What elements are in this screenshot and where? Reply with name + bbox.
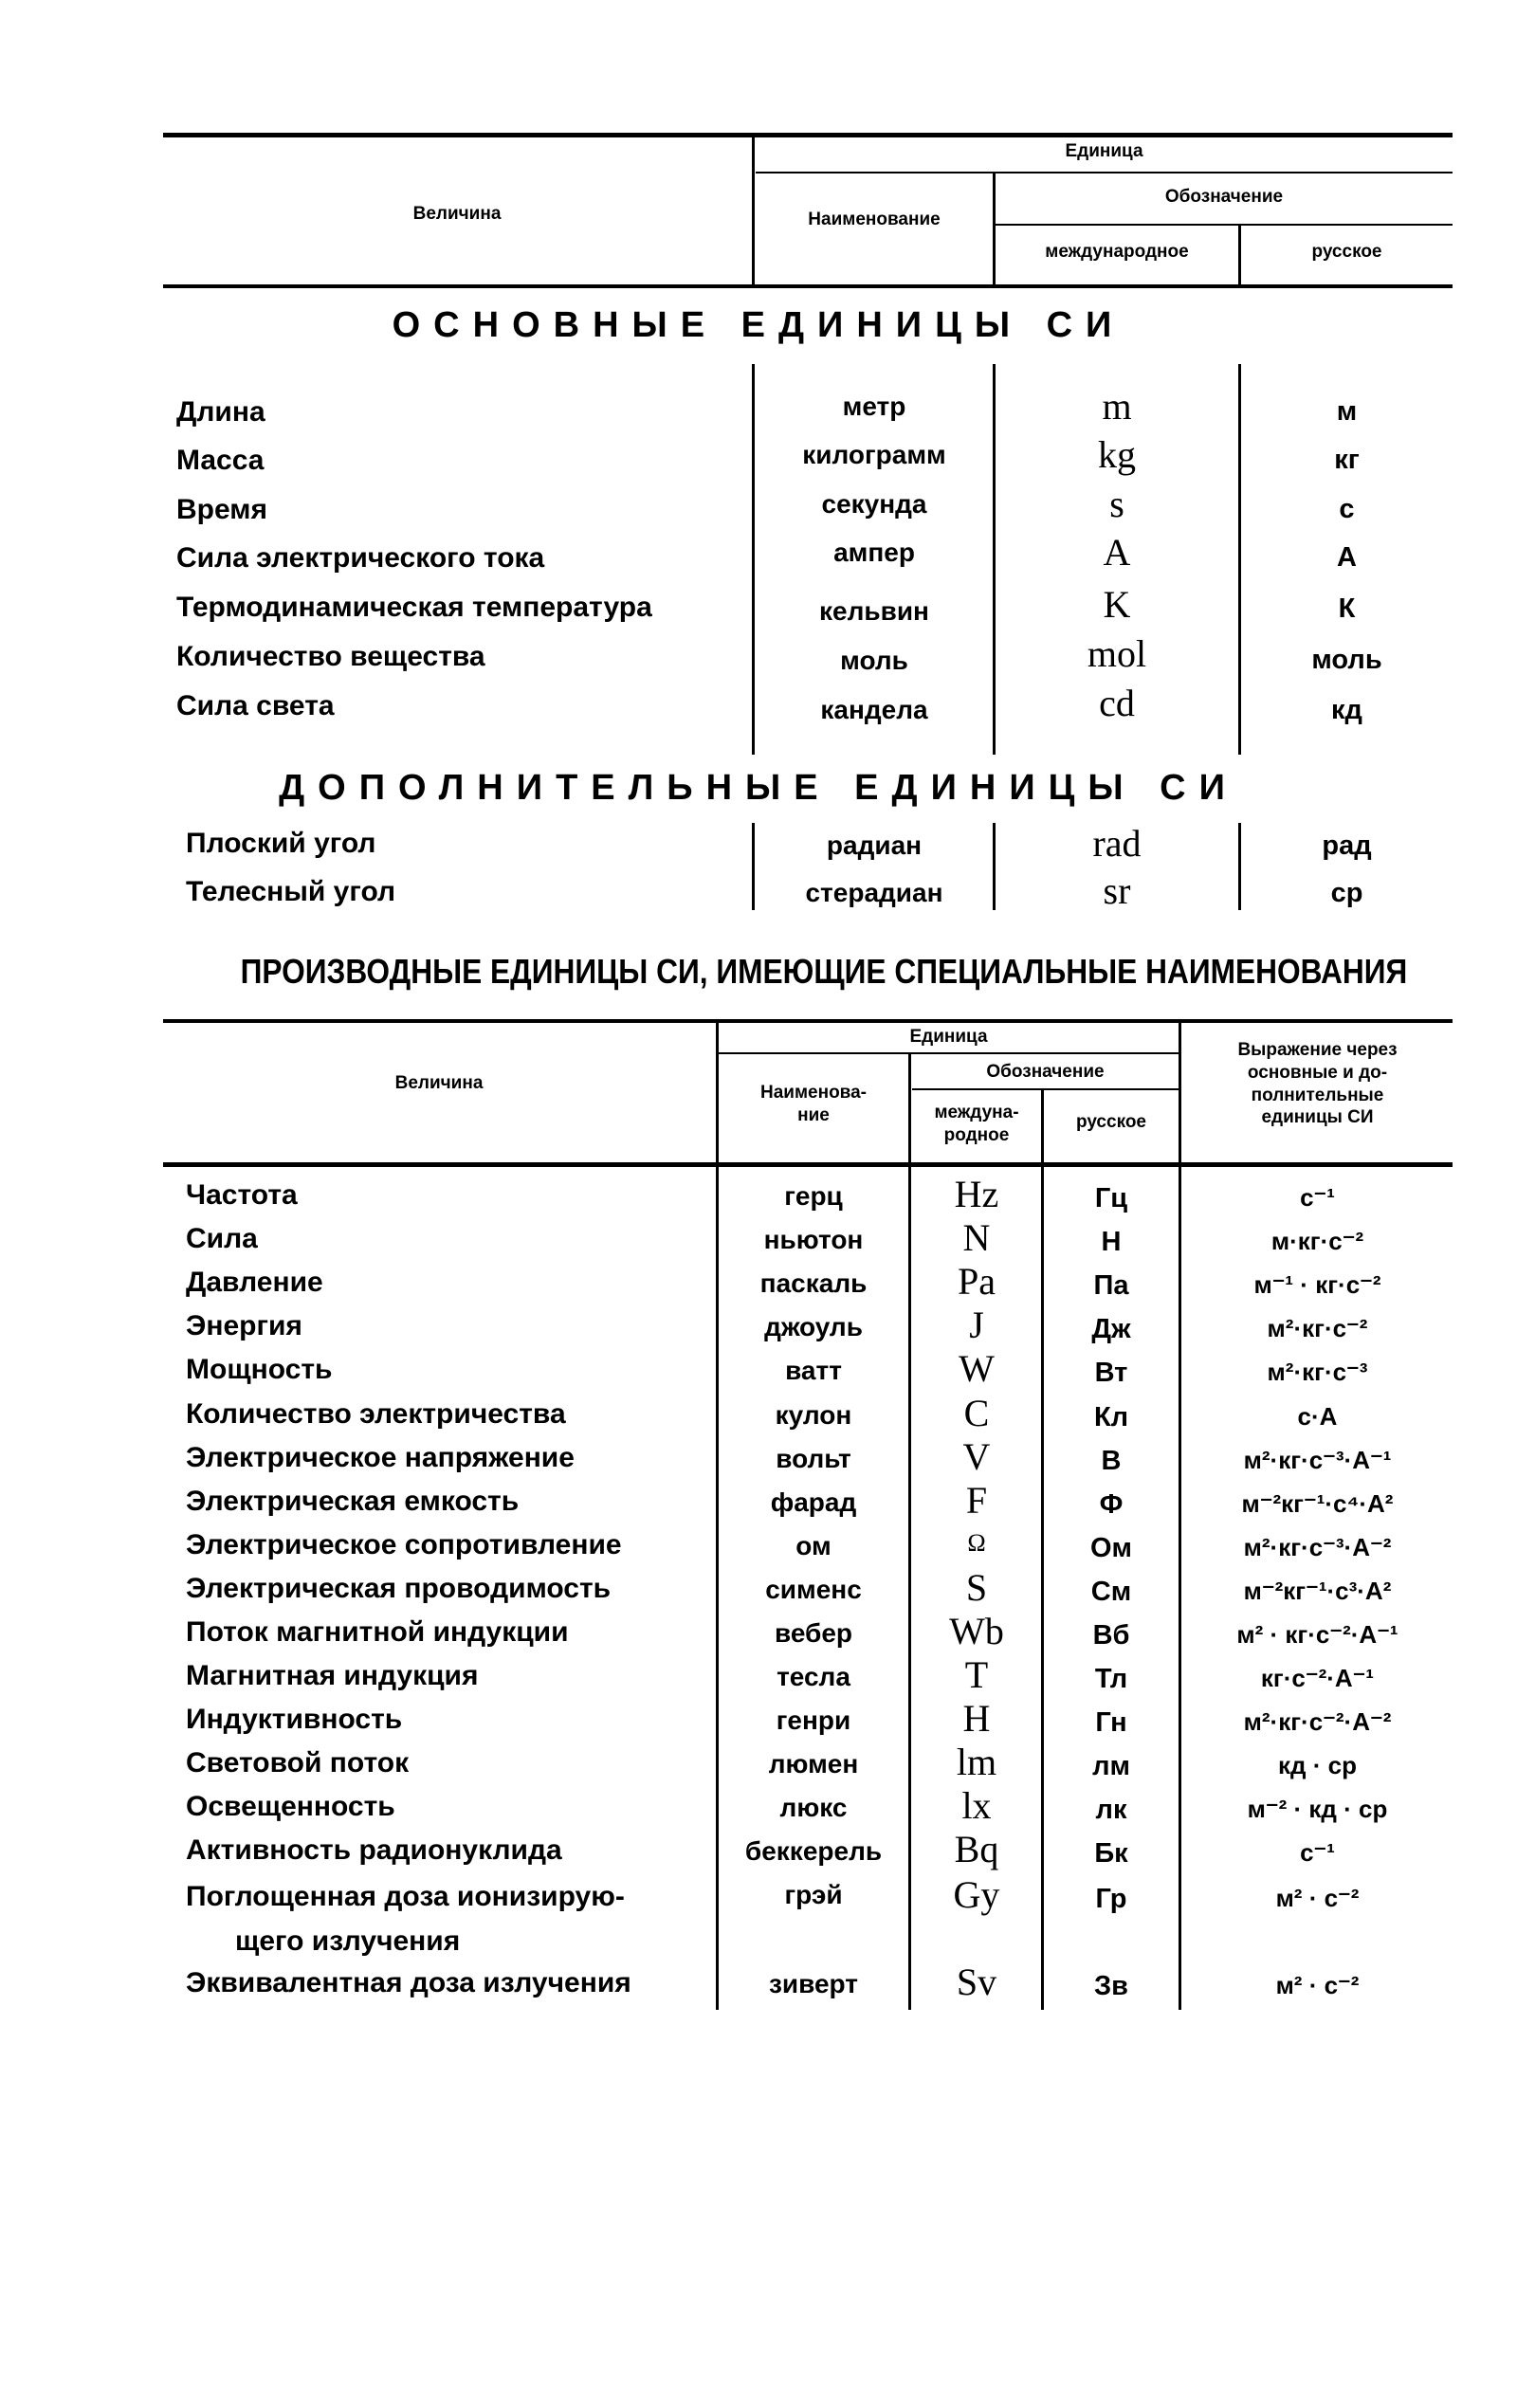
table2-expr-header-line: полнительные	[1251, 1085, 1384, 1105]
russian-symbol-cell: Гн	[1095, 1707, 1127, 1738]
table1-top-rule	[163, 133, 1453, 137]
intl-symbol-cell: A	[1103, 531, 1131, 574]
table2-international-header	[912, 1102, 1041, 1147]
intl-symbol-cell: Bq	[954, 1828, 999, 1870]
quantity-cell: Электрическая проводимость	[186, 1573, 612, 1604]
unit-name-cell: моль	[840, 646, 908, 675]
table1-name-header: Наименование	[808, 210, 941, 229]
quantity-cell: Длина	[176, 396, 265, 428]
unit-name-cell: кельвин	[819, 596, 929, 626]
column-divider	[1179, 1019, 1181, 2010]
table1-unit-rule	[756, 172, 1453, 173]
table1-designation-header: Обозначение	[1164, 187, 1284, 207]
unit-name-cell: люкс	[779, 1793, 848, 1822]
unit-name-cell: метр	[842, 392, 906, 421]
russian-symbol-cell: Тл	[1094, 1664, 1128, 1694]
expression-cell: м⁻²кг⁻¹·с⁴·А²	[1241, 1489, 1394, 1518]
quantity-cell: Электрическое напряжение	[186, 1442, 575, 1473]
column-divider	[752, 364, 755, 755]
quantity-cell: Масса	[176, 445, 265, 476]
unit-name-cell: стерадиан	[805, 878, 943, 907]
russian-symbol-cell: лм	[1092, 1751, 1130, 1781]
expression-cell: м² · с⁻²	[1275, 1971, 1360, 1999]
intl-symbol-cell: T	[964, 1653, 989, 1696]
quantity-cell: Поток магнитной индукции	[186, 1616, 569, 1648]
table1-header-bottom-rule	[163, 284, 1453, 288]
unit-name-cell: вольт	[776, 1444, 851, 1473]
unit-name-cell: сименс	[765, 1575, 862, 1604]
table1-designation-rule	[996, 224, 1453, 226]
russian-symbol-cell: кг	[1334, 445, 1360, 475]
russian-symbol-cell: кд	[1331, 695, 1362, 725]
intl-symbol-cell: rad	[1092, 822, 1142, 865]
intl-symbol-cell: N	[962, 1216, 991, 1259]
supplementary-units-section-title: ДОПОЛНИТЕЛЬНЫЕ ЕДИНИЦЫ СИ	[279, 768, 1238, 808]
quantity-cell: Световой поток	[186, 1747, 410, 1779]
table2-header-bottom-rule	[163, 1162, 1453, 1167]
intl-symbol-cell: mol	[1087, 632, 1147, 675]
russian-symbol-cell: ср	[1330, 878, 1363, 908]
unit-name-cell: радиан	[826, 830, 923, 860]
column-divider	[752, 823, 755, 910]
russian-symbol-cell: Ф	[1099, 1489, 1124, 1520]
table2-unit-header: Единица	[909, 1027, 988, 1047]
unit-name-cell: ом	[795, 1531, 832, 1560]
intl-symbol-cell: H	[962, 1697, 991, 1740]
intl-symbol-cell: lm	[956, 1741, 997, 1783]
table1-international-header: международное	[1045, 242, 1189, 262]
intl-symbol-cell: V	[962, 1435, 991, 1478]
intl-symbol-cell: Ω	[967, 1529, 986, 1557]
unit-name-cell: ньютон	[763, 1225, 864, 1254]
quantity-cell: Плоский угол	[186, 828, 376, 859]
quantity-cell: Индуктивность	[186, 1704, 403, 1735]
expression-cell: кд · ср	[1278, 1751, 1357, 1779]
intl-symbol-cell: Gy	[953, 1873, 1000, 1916]
russian-symbol-cell: Гр	[1095, 1884, 1127, 1914]
unit-name-cell: генри	[776, 1706, 851, 1735]
russian-symbol-cell: Зв	[1094, 1971, 1128, 2001]
quantity-cell: Активность радионуклида	[186, 1834, 562, 1866]
quantity-line: Поглощенная доза ионизирую-	[186, 1881, 625, 1912]
russian-symbol-cell: с	[1339, 494, 1355, 524]
unit-name-cell: люмен	[768, 1749, 859, 1779]
russian-symbol-cell: лк	[1095, 1795, 1127, 1825]
table2-intl-header-line: родное	[943, 1124, 1010, 1145]
russian-symbol-cell: См	[1090, 1577, 1132, 1607]
intl-symbol-cell: J	[969, 1304, 984, 1346]
quantity-cell: Частота	[186, 1179, 298, 1211]
derived-units-section-title: ПРОИЗВОДНЫЕ ЕДИНИЦЫ СИ, ИМЕЮЩИЕ СПЕЦИАЛЬНЫЕ НАИМЕНОВАНИЯ	[240, 952, 1408, 991]
quantity-cell: Давление	[186, 1267, 323, 1298]
quantity-cell: Термодинамическая температура	[176, 592, 652, 623]
quantity-cell: Количество вещества	[176, 641, 485, 672]
russian-symbol-cell: м	[1336, 396, 1358, 427]
unit-name-cell: беккерель	[744, 1836, 883, 1866]
table2-top-rule	[163, 1019, 1453, 1023]
intl-symbol-cell: cd	[1099, 682, 1135, 724]
quantity-cell: Магнитная индукция	[186, 1660, 479, 1691]
russian-symbol-cell: Н	[1101, 1227, 1122, 1257]
quantity-line: щего излучения	[235, 1925, 461, 1957]
russian-symbol-cell: Ом	[1089, 1533, 1132, 1563]
intl-symbol-cell: lx	[961, 1784, 992, 1827]
quantity-cell: Количество электричества	[186, 1398, 566, 1430]
table2-name-header	[719, 1082, 908, 1127]
table2-name-header-line: Наименова-	[760, 1083, 867, 1103]
quantity-cell: Эквивалентная доза излучения	[186, 1967, 631, 1998]
intl-symbol-cell: kg	[1098, 433, 1136, 476]
russian-symbol-cell: рад	[1322, 830, 1372, 861]
table2-quantity-header: Величина	[394, 1073, 484, 1093]
expression-cell: с⁻¹	[1300, 1838, 1335, 1867]
expression-cell: м²·кг·с⁻²·А⁻²	[1243, 1707, 1392, 1736]
expression-cell: с·А	[1297, 1402, 1338, 1431]
expression-cell: м² · кг·с⁻²·А⁻¹	[1236, 1620, 1398, 1649]
intl-symbol-cell: s	[1109, 483, 1124, 525]
russian-symbol-cell: Бк	[1094, 1838, 1128, 1869]
expression-cell: м⁻²кг⁻¹·с³·А²	[1243, 1577, 1392, 1605]
table1-unit-header: Единица	[1065, 141, 1143, 161]
intl-symbol-cell: W	[959, 1347, 995, 1390]
unit-name-cell: герц	[784, 1181, 843, 1211]
unit-name-cell: фарад	[770, 1487, 857, 1517]
quantity-cell: Энергия	[186, 1310, 302, 1341]
expression-cell: м⁻² · кд · ср	[1247, 1795, 1388, 1823]
table2-expression-header	[1182, 1039, 1453, 1129]
intl-symbol-cell: Sv	[956, 1961, 997, 2003]
intl-symbol-cell: Hz	[954, 1173, 999, 1215]
expression-cell: м²·кг·с⁻³·А⁻²	[1243, 1533, 1392, 1561]
intl-symbol-cell: Pa	[958, 1260, 996, 1303]
table1-header-divider	[752, 133, 755, 286]
intl-symbol-cell: Wb	[949, 1610, 1004, 1652]
russian-symbol-cell: Па	[1093, 1270, 1129, 1301]
table2-russian-header: русское	[1075, 1112, 1146, 1132]
table2-expr-header-line: основные и до-	[1247, 1062, 1388, 1083]
quantity-cell: Сила света	[176, 690, 335, 721]
unit-name-cell: кандела	[820, 695, 928, 724]
intl-symbol-cell: F	[965, 1479, 988, 1522]
expression-cell: кг·с⁻²·А⁻¹	[1260, 1664, 1375, 1692]
unit-name-cell: джоуль	[764, 1312, 863, 1341]
russian-symbol-cell: Вб	[1092, 1620, 1130, 1651]
expression-cell: м²·кг·с⁻³	[1267, 1358, 1368, 1386]
russian-symbol-cell: В	[1101, 1446, 1122, 1476]
unit-name-cell: секунда	[821, 489, 927, 519]
unit-name-cell: грэй	[784, 1880, 843, 1909]
russian-symbol-cell: Вт	[1094, 1358, 1128, 1388]
russian-symbol-cell: моль	[1311, 645, 1382, 675]
quantity-cell: Электрическое сопротивление	[186, 1529, 622, 1560]
table2-intl-header-line: междуна-	[934, 1103, 1019, 1122]
expression-cell: м⁻¹ · кг·с⁻²	[1253, 1270, 1381, 1299]
russian-symbol-cell: Дж	[1091, 1314, 1131, 1344]
unit-name-cell: зиверт	[769, 1969, 858, 1998]
expression-cell: с⁻¹	[1300, 1183, 1335, 1212]
intl-symbol-cell: K	[1103, 583, 1131, 626]
quantity-cell: Сила	[186, 1223, 258, 1254]
column-divider	[908, 1052, 911, 2010]
russian-symbol-cell: Гц	[1094, 1183, 1128, 1213]
expression-cell: м²·кг·с⁻²	[1267, 1314, 1368, 1342]
unit-name-cell: паскаль	[759, 1268, 868, 1298]
quantity-cell: Освещенность	[186, 1791, 395, 1822]
intl-symbol-cell: C	[963, 1392, 990, 1434]
quantity-cell: Мощность	[186, 1354, 333, 1385]
quantity-cell: Электрическая емкость	[186, 1486, 520, 1517]
unit-name-cell: тесла	[777, 1662, 850, 1691]
table1-russian-header: русское	[1311, 242, 1382, 262]
quantity-cell	[186, 1875, 625, 1963]
quantity-cell: Сила электрического тока	[176, 542, 545, 574]
expression-cell: м²·кг·с⁻³·А⁻¹	[1243, 1446, 1392, 1474]
base-units-section-title: ОСНОВНЫЕ ЕДИНИЦЫ СИ	[392, 305, 1125, 345]
table2-designation-rule	[912, 1088, 1179, 1090]
quantity-cell: Время	[176, 494, 267, 525]
unit-name-cell: вебер	[774, 1618, 853, 1648]
table2-name-header-line: ние	[797, 1104, 830, 1125]
table2-designation-header: Обозначение	[986, 1062, 1105, 1082]
table2-unit-rule	[719, 1052, 1179, 1054]
quantity-cell: Телесный угол	[186, 876, 396, 907]
table1-quantity-header: Величина	[412, 204, 502, 224]
expression-cell: м·кг·с⁻²	[1270, 1227, 1364, 1255]
unit-name-cell: ватт	[785, 1356, 842, 1385]
unit-name-cell: кулон	[775, 1400, 852, 1430]
unit-name-cell: килограмм	[802, 440, 946, 469]
expression-cell: м² · с⁻²	[1275, 1884, 1360, 1912]
intl-symbol-cell: m	[1102, 385, 1132, 428]
intl-symbol-cell: sr	[1103, 869, 1131, 912]
table2-expr-header-line: Выражение через	[1237, 1040, 1398, 1060]
intl-symbol-cell: S	[965, 1566, 988, 1609]
russian-symbol-cell: К	[1338, 593, 1356, 624]
unit-name-cell: ампер	[833, 538, 915, 567]
table2-expr-header-line: единицы СИ	[1261, 1107, 1374, 1128]
russian-symbol-cell: А	[1337, 542, 1357, 573]
russian-symbol-cell: Кл	[1093, 1402, 1129, 1432]
